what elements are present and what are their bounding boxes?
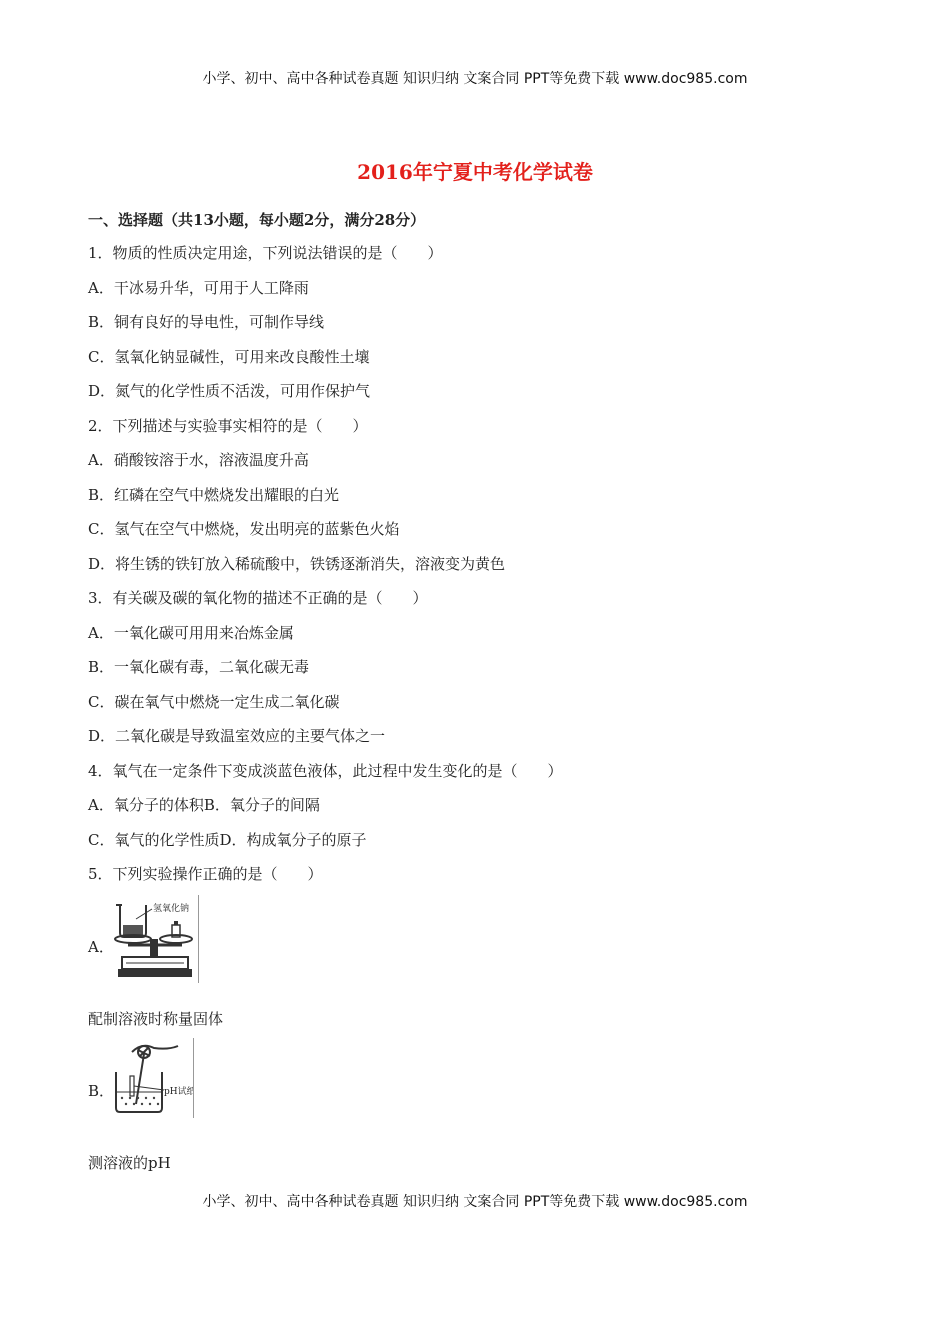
question-1: 1．物质的性质决定用途，下列说法错误的是（ ） <box>88 244 443 262</box>
question-5: 5．下列实验操作正确的是（ ） <box>88 865 323 883</box>
option-2d: D．将生锈的铁钉放入稀硫酸中，铁锈逐渐消失，溶液变为黄色 <box>88 555 506 573</box>
ph-test-figure <box>108 1038 194 1118</box>
page-title: 2016年宁夏中考化学试卷 <box>357 160 593 184</box>
option-1b: B．铜有良好的导电性，可制作导线 <box>88 313 325 331</box>
page-header: 小学、初中、高中各种试卷真题 知识归纳 文案合同 PPT等免费下载 www.doc985.com <box>202 71 748 87</box>
option-1a: A．干冰易升华，可用于人工降雨 <box>88 279 309 297</box>
option-4cd: C．氧气的化学性质D．构成氧分子的原子 <box>88 831 367 849</box>
option-2a: A．硝酸铵溶于水，溶液温度升高 <box>88 451 309 469</box>
question-3: 3．有关碳及碳的氧化物的描述不正确的是（ ） <box>88 589 428 607</box>
balance-figure <box>108 895 199 983</box>
option-1d: D．氮气的化学性质不活泼，可用作保护气 <box>88 382 371 400</box>
option-5b-label: B． <box>88 1082 115 1100</box>
option-1c: C．氢氧化钠显碱性，可用来改良酸性土壤 <box>88 348 370 366</box>
option-3c: C．碳在氧气中燃烧一定生成二氧化碳 <box>88 693 340 711</box>
ph-figure-label: pH试纸 <box>164 1087 193 1097</box>
option-2b: B．红磷在空气中燃烧发出耀眼的白光 <box>88 486 340 504</box>
option-4ab: A．氧分子的体积B．氧分子的间隔 <box>88 796 320 814</box>
option-3d: D．二氧化碳是导致温室效应的主要气体之一 <box>88 727 386 745</box>
section-heading: 一、选择题（共13小题，每小题2分，满分28分） <box>88 211 426 229</box>
option-5a-label: A． <box>88 938 114 956</box>
page-footer: 小学、初中、高中各种试卷真题 知识归纳 文案合同 PPT等免费下载 www.doc985.com <box>202 1194 748 1210</box>
option-3a: A．一氧化碳可用用来冶炼金属 <box>88 624 294 642</box>
question-4: 4．氧气在一定条件下变成淡蓝色液体，此过程中发生变化的是（ ） <box>88 762 563 780</box>
balance-figure-label: 氢氧化钠 <box>153 904 190 914</box>
option-5b-caption: 测溶液的pH <box>88 1154 171 1172</box>
question-2: 2．下列描述与实验事实相符的是（ ） <box>88 417 368 435</box>
option-5a-caption: 配制溶液时称量固体 <box>88 1010 224 1028</box>
option-3b: B．一氧化碳有毒，二氧化碳无毒 <box>88 658 310 676</box>
option-2c: C．氢气在空气中燃烧，发出明亮的蓝紫色火焰 <box>88 520 400 538</box>
